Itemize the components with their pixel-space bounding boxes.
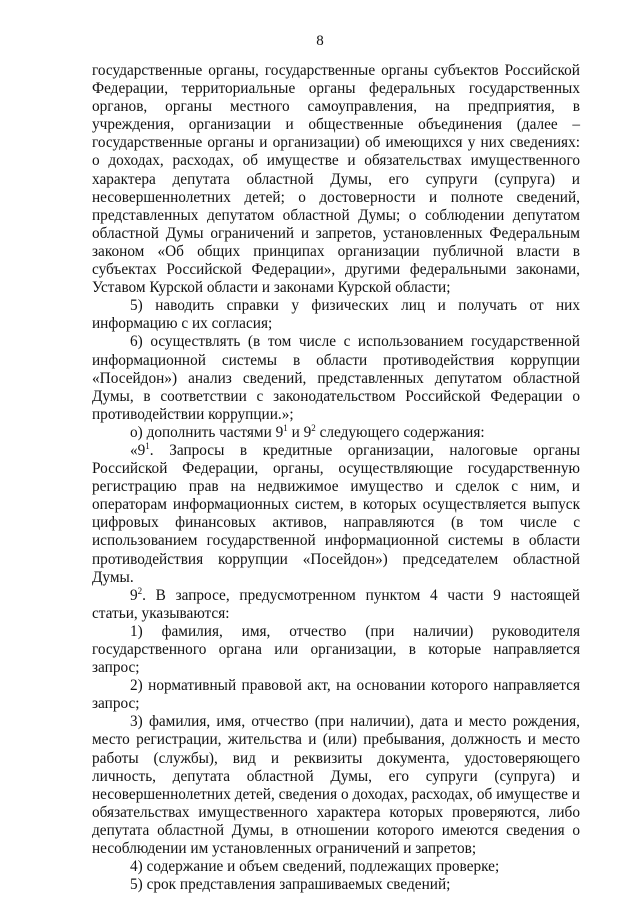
- amendment-o-text-end: следующего содержания:: [315, 423, 485, 441]
- list-item-2: 2) нормативный правовой акт, на основании которого направляется запрос;: [92, 677, 580, 713]
- part-9-2-number: 9: [130, 586, 138, 604]
- part-9-1-superscript: 1: [145, 440, 150, 451]
- part-9-1-number: «9: [130, 441, 146, 459]
- document-body: [92, 62, 580, 894]
- paragraph-item-6: 6) осуществлять (в том числе с использованием государственной информационной системы в области противодействия коррупции «Посейдон») анализ сведений, представленных депутатом областной Думы, в соответствии с законодательством Российской Федерации о противодействии коррупции.»;: [92, 333, 580, 423]
- list-item-1: 1) фамилия, имя, отчество (при наличии) руководителя государственного органа или организации, в которые направляется запрос;: [92, 622, 580, 677]
- paragraph-item-5: 5) наводить справки у физических лиц и получать от них информацию с их согласия;: [92, 297, 580, 333]
- amendment-o-text-start: о) дополнить частями 9: [130, 423, 284, 441]
- superscript-2: 2: [311, 422, 316, 433]
- paragraph-part-9-1: [92, 442, 580, 587]
- list-item-5: 5) срок представления запрашиваемых сведений;: [130, 876, 451, 894]
- amendment-o-text-middle: и 9: [287, 423, 312, 441]
- superscript-1: 1: [283, 422, 288, 433]
- list-item-4: 4) содержание и объем сведений, подлежащих проверке;: [130, 858, 500, 876]
- list-item-3: 3) фамилия, имя, отчество (при наличии), дата и место рождения, место регистрации, жительства и (или) пребывания, должность и место работы (службы), вид и реквизиты документа, удостоверяющего личность, депутата областной Думы, его супруги (супруга) и несовершеннолетних детей, сведения о доходах, расходах, об имуществе и обязательствах имущественного характера которых проверяются, либо депутата областной Думы, в отношении которого имеются сведения о несоблюдении им установленных ограничений и запретов;: [92, 713, 580, 858]
- page-number: 8: [316, 33, 324, 49]
- part-9-1-text: . Запросы в кредитные организации, налоговые органы Российской Федерации, органы, осуществляющие государственную регистрацию прав на недвижимое имущество и сделок с ним, и операторам информационных систем, в которых осуществляется выпуск цифровых финансовых активов, направляются (в том числе с использованием государственной информационной системы в области противодействия коррупции «Посейдон») председателем областной Думы.: [92, 441, 580, 586]
- paragraph-continuation: государственные органы, государственные органы субъектов Российской Федерации, территориальные органы федеральных государственных органов, органы местного самоуправления, на предприятия, в учреждения, организации и общественные объединения (далее – государственные органы и организации) об имеющихся у них сведениях: о доходах, расходах, об имуществе и обязательствах имущественного характера депутата областной Думы, его супруги (супруга) и несовершеннолетних детей; о достоверности и полноте сведений, представленных депутатом областной Думы; о соблюдении депутатом областной Думы ограничений и запретов, установленных Федеральным законом «Об общих принципах организации публичной власти в субъектах Российской Федерации», другими федеральными законами, Уставом Курской области и законами Курской области;: [92, 62, 580, 297]
- part-9-2-text: . В запросе, предусмотренном пунктом 4 части 9 настоящей статьи, указываются:: [92, 586, 580, 622]
- part-9-2-superscript: 2: [137, 585, 143, 596]
- paragraph-amendment-o: [92, 424, 580, 442]
- paragraph-part-9-2: [92, 587, 580, 623]
